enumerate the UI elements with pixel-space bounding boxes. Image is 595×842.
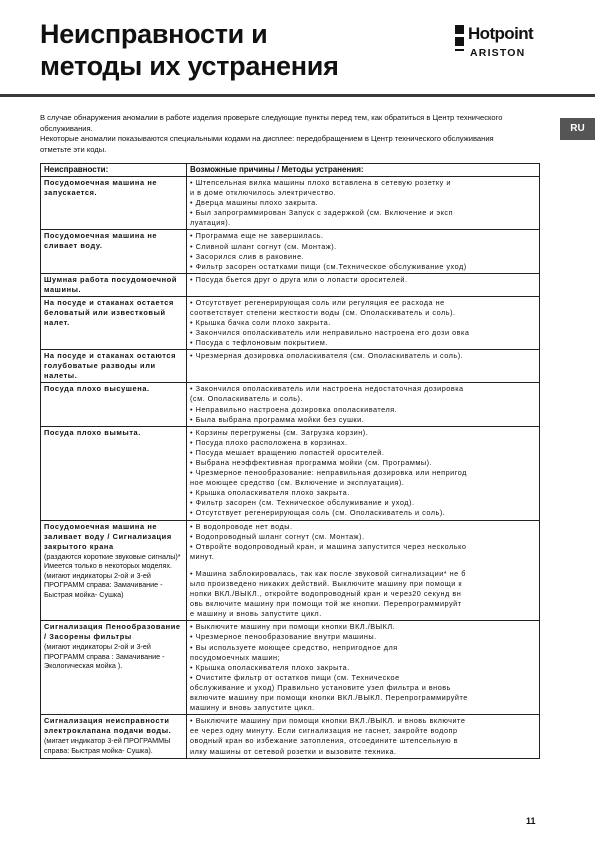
cause-line: е машину и вновь запустите цикл.	[190, 609, 322, 619]
cause-line: • Машина заблокировалась, так как после звуковой сигнализации* не б	[190, 568, 466, 578]
cause-line: • Фильтр засорен остатками пищи (см.Техническое обслуживание уход)	[190, 261, 467, 271]
cause-line: • В водопроводе нет воды.	[190, 521, 293, 531]
causes-cell	[187, 296, 540, 349]
problem-cell	[41, 383, 187, 426]
problem-cell	[41, 350, 187, 383]
cause-line: • Крышка ополаскивателя плохо закрыта.	[190, 488, 350, 498]
causes-cell	[187, 350, 540, 383]
intro-paragraph-2: Некоторые аномалии показываются специальными кодами на дисплее: передобращением в Центр технического обслуживания отметьте эти коды.	[40, 134, 494, 154]
table-row	[41, 715, 540, 758]
problem-text: Посудомоечная машина не запускается.	[44, 178, 158, 197]
table-row	[41, 296, 540, 349]
table-row	[41, 426, 540, 520]
cause-line: минут.	[190, 551, 215, 561]
title-line-1: Неисправности и	[40, 19, 268, 49]
cause-line: • Чрезмерная дозировка ополаскивателя (см. Ополаскиватель и соль).	[190, 351, 464, 361]
table-row	[41, 520, 540, 621]
problem-text: На посуде и стаканах остается беловатый или известковый налет.	[44, 297, 174, 327]
table-row	[41, 621, 540, 715]
causes-cell	[187, 621, 540, 715]
cause-line: • Неправильно настроена дозировка ополаскивателя.	[190, 404, 398, 414]
cause-line: нопки ВКЛ./ВЫКЛ., откройте водопроводный кран и через20 секунд вн	[190, 589, 462, 599]
problem-text: Посудомоечная машина не сливает воду.	[44, 231, 158, 251]
problem-text: Сигнализация неисправности электроклапана подачи воды.	[44, 716, 172, 736]
cause-line: • Чрезмерное пенообразование внутри машины.	[190, 632, 377, 642]
cause-line	[190, 562, 536, 569]
problem-cell	[41, 177, 187, 230]
problem-note: (раздаются короткие звуковые сигналы)* Имеется только в некоторых моделях. (мигают индикаторы 2-ой и 3-ей ПРОГРАММ справа: Замачивание - Быстрая мойка- Сушка)	[44, 551, 181, 599]
problem-text: Сигнализация Пенообразование / Засорены фильтры	[44, 622, 181, 642]
intro-text	[40, 113, 520, 155]
cause-line: • Была выбрана программа мойки без сушки.	[190, 414, 365, 424]
cause-line: • Выбрана неэффективная программа мойки (см. Программы).	[190, 457, 433, 467]
header-problems: Неисправности:	[41, 164, 187, 177]
cause-line: посудомоечных машин;	[190, 652, 281, 662]
table-row	[41, 383, 540, 426]
cause-line: • Водопроводный шланг согнут (см. Монтаж).	[190, 531, 365, 541]
logo-sub: ARISTON	[470, 47, 526, 59]
causes-cell	[187, 177, 540, 230]
cause-line: • Закончился ополаскиватель или настроена недостаточная дозировка	[190, 384, 464, 394]
causes-cell	[187, 426, 540, 520]
cause-line: • Посуда с тефлоновым покрытием.	[190, 338, 328, 348]
problem-cell	[41, 426, 187, 520]
cause-line: ное моющее средство (см. Включение и эксплуатация).	[190, 478, 405, 488]
table-row	[41, 177, 540, 230]
table-row	[41, 350, 540, 383]
cause-line: • Был запрограммирован Запуск с задержкой (см. Включение и эксп	[190, 208, 454, 218]
cause-line: • Фильтр засорен (см. Техническое обслуживание и уход).	[190, 498, 415, 508]
causes-cell	[187, 715, 540, 758]
problem-cell	[41, 520, 187, 621]
causes-cell	[187, 383, 540, 426]
cause-line: • Вы используете моющее средство, непригодное для	[190, 642, 398, 652]
table-header-row	[41, 164, 540, 177]
cause-line: • Выключите машину при помощи кнопки ВКЛ./ВЫКЛ.	[190, 622, 396, 632]
cause-line: • Крышка ополаскивателя плохо закрыта.	[190, 662, 350, 672]
cause-line: • Очистите фильтр от остатков пищи (см. Техническое	[190, 672, 400, 682]
cause-line: ыло произведено никаких действий. Выключите машину при помощи к	[190, 579, 463, 588]
table-row	[41, 273, 540, 296]
problem-text: На посуде и стаканах остаются голубоватые разводы или налеты.	[44, 351, 176, 381]
cause-line: луатация).	[190, 218, 231, 228]
cause-line: ее через одну минуту. Если сигнализация не гаснет, закройте водопр	[190, 726, 458, 736]
cause-line: и в доме отключилось электричество.	[190, 188, 337, 198]
title-line-2: методы их устранения	[40, 51, 339, 81]
cause-line: • Закончился ополаскиватель или неправильно настроена его дози овка	[190, 328, 470, 338]
cause-line: • Сливной шланг согнут (см. Монтаж).	[190, 241, 337, 251]
cause-line: оводный кран во избежание затопления, отсоедините штепсельную в	[190, 736, 458, 746]
cause-line: • Корзины перегружены (см. Загрузка корзин).	[190, 427, 369, 437]
intro-paragraph-1: В случае обнаружения аномалии в работе изделия проверьте следующие пункты перед тем, как обратиться в Центр технического обслуживания.	[40, 113, 503, 133]
troubleshooting-table	[40, 163, 540, 759]
cause-line: овь включите машину при помощи той же кнопки. Перепрограммируйт	[190, 599, 462, 609]
header-causes: Возможные причины / Методы устранения:	[187, 164, 540, 177]
cause-line: • Засорился слив в раковине.	[190, 251, 305, 261]
problem-cell	[41, 621, 187, 715]
cause-line: включите машину при помощи кнопки ВКЛ./ВЫКЛ. Перепрограммируйте	[190, 693, 468, 703]
problem-cell	[41, 230, 187, 273]
page-title	[40, 18, 420, 82]
problem-note: (мигает индикатор 3-ей ПРОГРАММЫ справа: Быстрая мойка- Сушка).	[44, 736, 171, 755]
cause-line: • Крышка бачка соли плохо закрыта.	[190, 318, 331, 328]
problem-cell	[41, 296, 187, 349]
language-tab: RU	[560, 118, 595, 140]
problem-cell	[41, 715, 187, 758]
cause-line: соответствует степени жесткости воды (см. Ополаскиватель и соль).	[190, 307, 456, 317]
hotpoint-mark-icon	[454, 24, 466, 58]
cause-line: • Отсутствует регенерирующая соль (см. Ополаскиватель и соль).	[190, 508, 446, 518]
problem-text: Посуда плохо высушена.	[44, 384, 150, 394]
cause-line: • Выключите машину при помощи кнопки ВКЛ./ВЫКЛ. и вновь включите	[190, 716, 466, 726]
causes-cell	[187, 230, 540, 273]
problem-cell	[41, 273, 187, 296]
page-number: 11	[526, 816, 536, 826]
problem-note: (мигают индикаторы 2-ой и 3-ей ПРОГРАММ справа : Замачивание - Экологическая мойка ).	[44, 642, 165, 671]
cause-line: • Посуда плохо расположена в корзинах.	[190, 437, 348, 447]
cause-line: • Посуда бьется друг о друга или о лопасти оросителей.	[190, 274, 408, 284]
causes-cell	[187, 520, 540, 621]
cause-line: илку машины от сетевой розетки и вызовите техника.	[190, 746, 397, 756]
cause-line: • Программа еще не завершилась.	[190, 231, 324, 241]
table-row	[41, 230, 540, 273]
cause-line: • Отсутствует регенерирующая соль или регуляция ее расхода не	[190, 297, 445, 307]
problem-text: Посуда плохо вымыта.	[44, 427, 141, 437]
problem-text: Посудомоечная машина не заливает воду / Сигнализация закрытого крана	[44, 521, 172, 551]
cause-line: • Чрезмерное пенообразование: неправильная дозировка или непригод	[190, 468, 467, 478]
cause-line: (см. Ополаскиватель и соль).	[190, 394, 304, 404]
cause-line: • Отвройте водопроводный кран, и машина запустится через несколько	[190, 541, 467, 551]
cause-line: • Штепсельная вилка машины плохо вставлена в сетевую розетку и	[190, 178, 451, 187]
table-body	[41, 177, 540, 759]
causes-cell	[187, 273, 540, 296]
cause-line: • Посуда мешает вращению лопастей оросителей.	[190, 447, 385, 457]
logo-brand: Hotpoint	[468, 24, 534, 43]
problem-text: Шумная работа посудомоечной машины.	[44, 274, 177, 294]
cause-line: машину и вновь запустите цикл.	[190, 703, 315, 713]
cause-line: обслуживание и уход) Правильно установите узел фильтра и вновь	[190, 682, 451, 692]
header-divider	[0, 94, 595, 97]
cause-line: • Дверца машины плохо закрыта.	[190, 198, 319, 208]
